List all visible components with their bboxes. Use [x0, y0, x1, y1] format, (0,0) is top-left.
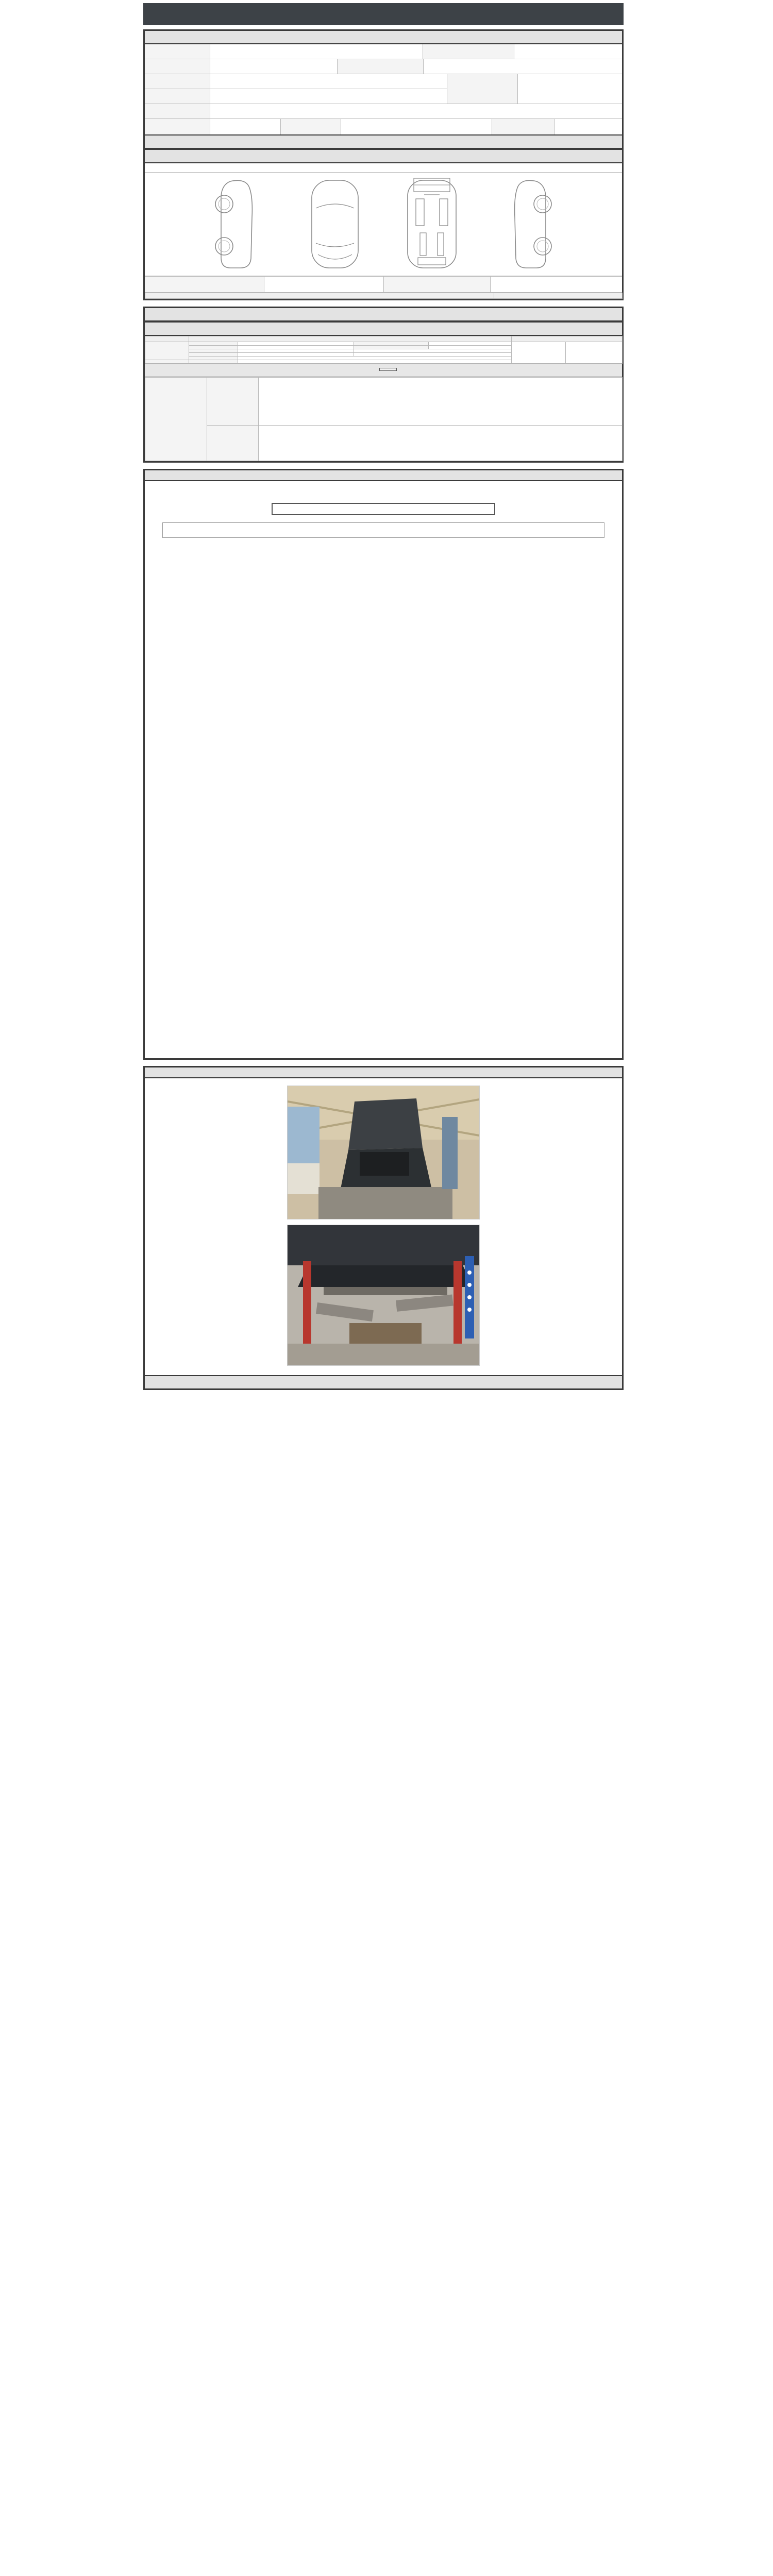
misc-note [566, 342, 623, 364]
warranty-value [341, 119, 492, 134]
vehicle-diagram-bottom [393, 177, 470, 271]
document [143, 1, 624, 1395]
table-row [145, 44, 622, 59]
transmission-label [447, 74, 518, 104]
polish-label [189, 346, 238, 349]
polish-value [238, 346, 354, 349]
car-outline-icon [393, 177, 470, 271]
inspector-opinion [259, 378, 623, 426]
inspector-label [207, 378, 259, 426]
exchange-rank-table [145, 293, 623, 299]
first-reg-label [145, 74, 210, 89]
inspection-value [424, 59, 622, 74]
final-price-strip [145, 364, 622, 377]
opinions-label [145, 378, 207, 461]
car-name-label [145, 44, 210, 59]
section-detail-header [145, 308, 622, 321]
section-misc-header [145, 321, 622, 336]
notices-body [145, 481, 622, 1058]
vehicle-diagrams [145, 173, 622, 276]
table-row-group [145, 74, 622, 104]
exchange-label [145, 293, 494, 299]
section-photos-header [145, 1067, 622, 1078]
holding-label [189, 360, 238, 364]
car-outline-icon [490, 177, 567, 271]
first-reg-value [210, 74, 447, 89]
photo-area [145, 1078, 622, 1375]
vin-label [145, 89, 210, 104]
tire-detail [354, 353, 512, 357]
opinions-table [145, 377, 623, 461]
base-price-value [554, 119, 622, 134]
misc-info-table [145, 336, 623, 364]
table-row [145, 378, 623, 426]
misc-blank-header [145, 336, 189, 342]
warranty-label [281, 119, 341, 134]
wheel-label [189, 349, 238, 353]
simple-repair-label [384, 277, 491, 292]
vin-value [210, 89, 447, 104]
box-basic-comp-accident [143, 29, 624, 300]
table-row [145, 293, 623, 299]
accident-history-row [145, 276, 622, 293]
table-row [145, 426, 623, 461]
appraiser-label [207, 426, 259, 461]
wheel-detail [354, 349, 512, 353]
fuel-value [210, 104, 622, 118]
holding-value [238, 360, 512, 364]
tire-value [238, 353, 354, 357]
repair-needed-label [145, 342, 189, 360]
engine-type-label [145, 119, 210, 134]
inspection-photo-lift [287, 1225, 480, 1366]
car-outline-icon [296, 177, 374, 271]
exterior-label [189, 342, 238, 346]
final-price-value [379, 368, 397, 371]
table-row [145, 89, 447, 104]
year-label [145, 59, 210, 74]
year-value [210, 59, 338, 74]
section-basic-header [145, 31, 622, 44]
wheel-value [238, 349, 354, 353]
car-outline-icon [199, 177, 277, 271]
section-notices-header [145, 470, 622, 481]
vehicle-diagram-side-right [490, 177, 567, 271]
reg-no-value [514, 44, 622, 59]
room-cleaning-value [429, 346, 512, 349]
accident-history-value [264, 277, 384, 292]
page-marker [143, 1060, 624, 1062]
section-comp-header [145, 134, 622, 149]
accident-history-label [145, 277, 264, 292]
price-appraisal-definition-text [162, 522, 604, 538]
title-band [143, 3, 624, 25]
inspection-label [338, 59, 424, 74]
table-row [145, 342, 623, 346]
interior-label [354, 342, 429, 346]
glass-value [238, 357, 512, 360]
appraiser-opinion [259, 426, 623, 461]
section-accident-header [145, 149, 622, 163]
box-photos [143, 1066, 624, 1390]
tire-label [189, 353, 238, 357]
page-marker [143, 300, 624, 302]
basic-info-table [145, 44, 622, 134]
car-name-value [210, 44, 423, 59]
reg-no-label [423, 44, 514, 59]
engine-type-value [210, 119, 281, 134]
signature-strip [145, 1375, 622, 1388]
document-number [143, 15, 624, 23]
box-detail-misc [143, 307, 624, 463]
vehicle-diagram-side-left [199, 177, 277, 271]
base-price-label [492, 119, 554, 134]
table-row [145, 119, 622, 134]
box-notices [143, 469, 624, 1060]
page-marker [143, 463, 624, 465]
misc-price-header [512, 336, 623, 342]
exterior-value [238, 342, 354, 346]
simple-repair-value [491, 277, 622, 292]
table-row [145, 336, 623, 342]
misc-item-header [189, 336, 512, 342]
glass-label [189, 357, 238, 360]
table-row [145, 74, 447, 89]
state-symbol-legend [145, 163, 622, 173]
transmission-value [518, 74, 622, 104]
interior-value [429, 342, 512, 346]
basic-items-label [145, 360, 189, 364]
table-row [145, 59, 622, 74]
price-col-label [494, 293, 623, 299]
table-row [145, 104, 622, 119]
inspection-photo-hood [287, 1086, 480, 1219]
room-cleaning-label [354, 346, 429, 349]
fuel-label [145, 104, 210, 118]
misc-price [512, 342, 566, 364]
vehicle-diagram-top [296, 177, 374, 271]
price-appraisal-definition-title [272, 503, 495, 515]
